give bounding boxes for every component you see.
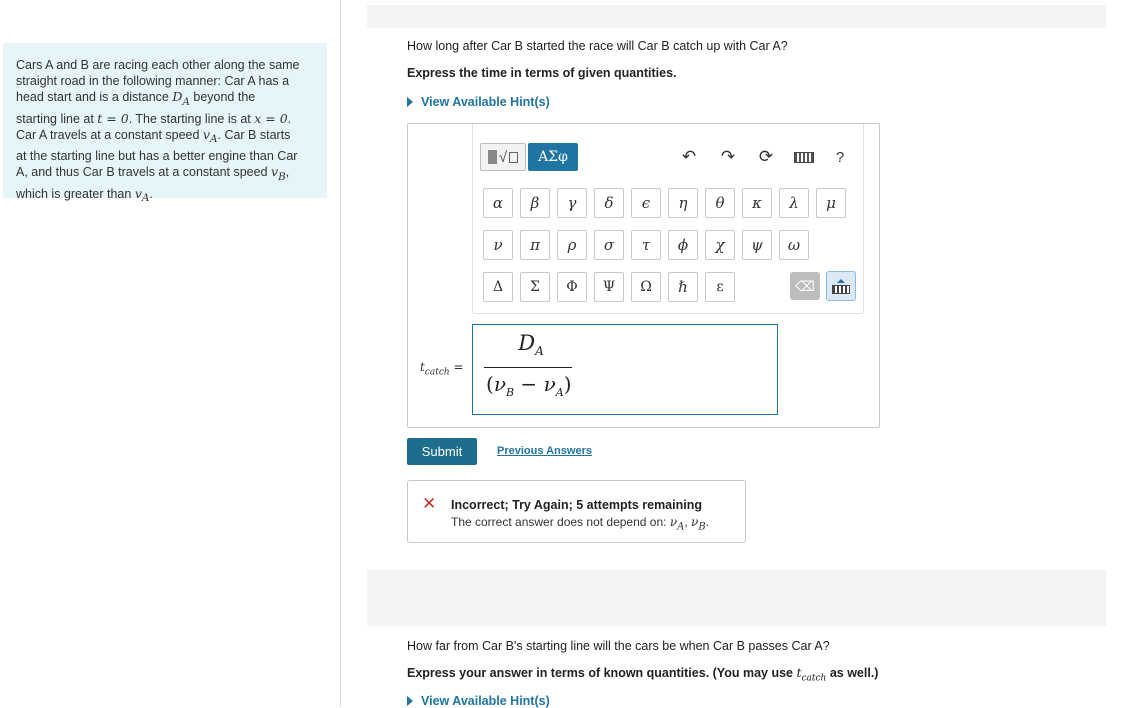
symbol-capital-psi[interactable]: Ψ	[594, 272, 624, 302]
answer-fraction	[484, 331, 574, 399]
problem-line: A, and thus Car B travels at a constant speed $v_B$,	[16, 164, 290, 183]
symbol-capital-sigma[interactable]: Σ	[520, 272, 550, 302]
problem-statement	[3, 43, 327, 204]
templates-button[interactable]	[480, 143, 526, 171]
symbol-psi[interactable]: ψ	[742, 230, 772, 260]
part-b-hint-link[interactable]	[407, 694, 550, 708]
part-b-question: How far from Car B's starting line will the cars be when Car B passes Car A?	[407, 639, 830, 653]
sqrt-icon: √	[498, 148, 508, 166]
template-box-icon	[509, 152, 518, 163]
problem-line: head start and is a distance $D_A$ beyond the	[16, 89, 256, 108]
problem-line: straight road in the following manner: Car A has a	[16, 74, 290, 88]
symbol-kappa[interactable]: κ	[742, 188, 772, 218]
caret-right-icon	[407, 696, 413, 706]
symbol-delta[interactable]: δ	[594, 188, 624, 218]
answer-label: $t_{catch}$ =	[420, 360, 464, 378]
template-block-icon	[488, 150, 497, 164]
symbol-capital-phi[interactable]: Φ	[557, 272, 587, 302]
hint-label: View Available Hint(s)	[421, 95, 550, 109]
problem-line: at the starting line but has a better engine than Car	[16, 149, 298, 163]
backspace-icon[interactable]: ⌫	[790, 272, 820, 300]
part-a-header-bar	[367, 5, 1106, 28]
submit-button[interactable]: Submit	[407, 438, 477, 465]
symbol-chi[interactable]: χ	[705, 230, 735, 260]
part-b-header-bar	[367, 570, 1106, 626]
symbol-theta[interactable]: θ	[705, 188, 735, 218]
part-a-instruction: Express the time in terms of given quantities.	[407, 66, 677, 80]
symbol-nu[interactable]: ν	[483, 230, 513, 260]
keyboard-icon[interactable]	[793, 146, 815, 168]
symbol-capital-delta[interactable]: Δ	[483, 272, 513, 302]
feedback-message: The correct answer does not depend on: $\nu_A$, $\nu_B$.	[451, 515, 710, 533]
help-icon[interactable]: ?	[835, 148, 845, 166]
symbol-lambda[interactable]: λ	[779, 188, 809, 218]
symbol-eta[interactable]: η	[668, 188, 698, 218]
caret-right-icon	[407, 97, 413, 107]
symbol-epsilon[interactable]: ϵ	[631, 188, 661, 218]
error-x-icon: ✕	[422, 494, 437, 513]
symbol-omega[interactable]: ω	[779, 230, 809, 260]
part-b-instruction: Express your answer in terms of known quantities. (You may use $t_{catch}$ as well.)	[407, 665, 879, 684]
math-toolbar	[472, 124, 864, 314]
problem-line: Cars A and B are racing each other along the same	[16, 58, 300, 72]
problem-line: starting line at t = 0. The starting line is at x = 0.	[16, 110, 292, 126]
symbol-capital-omega[interactable]: Ω	[631, 272, 661, 302]
fraction-numerator: $D_A$	[518, 331, 544, 359]
symbol-varepsilon[interactable]: ε	[705, 272, 735, 302]
problem-line: which is greater than $v_A$.	[16, 185, 153, 204]
part-a-hint-link[interactable]	[407, 95, 550, 109]
problem-line: Car A travels at a constant speed $v_A$. Car B starts	[16, 126, 291, 145]
symbol-sigma[interactable]: σ	[594, 230, 624, 260]
column-divider	[340, 0, 341, 707]
answer-input[interactable]	[472, 324, 778, 415]
undo-icon[interactable]: ↶	[681, 147, 697, 166]
symbol-mu[interactable]: μ	[816, 188, 846, 218]
previous-answers-link[interactable]: Previous Answers	[497, 445, 592, 457]
symbol-rho[interactable]: ρ	[557, 230, 587, 260]
symbol-pi[interactable]: π	[520, 230, 550, 260]
symbol-beta[interactable]: β	[520, 188, 550, 218]
symbol-alpha[interactable]: α	[483, 188, 513, 218]
answer-panel	[407, 123, 880, 428]
greek-symbols-button[interactable]: ΑΣφ	[528, 143, 578, 171]
redo-icon[interactable]: ↷	[720, 147, 736, 166]
feedback-title: Incorrect; Try Again; 5 attempts remaining	[451, 498, 702, 512]
part-a-question: How long after Car B started the race will Car B catch up with Car A?	[407, 39, 788, 53]
feedback-box	[407, 480, 746, 543]
symbol-phi[interactable]: ϕ	[668, 230, 698, 260]
symbol-gamma[interactable]: γ	[557, 188, 587, 218]
symbol-hbar[interactable]: ℏ	[668, 272, 698, 302]
show-keyboard-icon[interactable]	[826, 271, 856, 301]
fraction-denominator: $(\nu_B - \nu_A)$	[486, 372, 572, 399]
hint-label: View Available Hint(s)	[421, 694, 550, 708]
reset-icon[interactable]: ⟳	[758, 147, 774, 166]
symbol-tau[interactable]: τ	[631, 230, 661, 260]
